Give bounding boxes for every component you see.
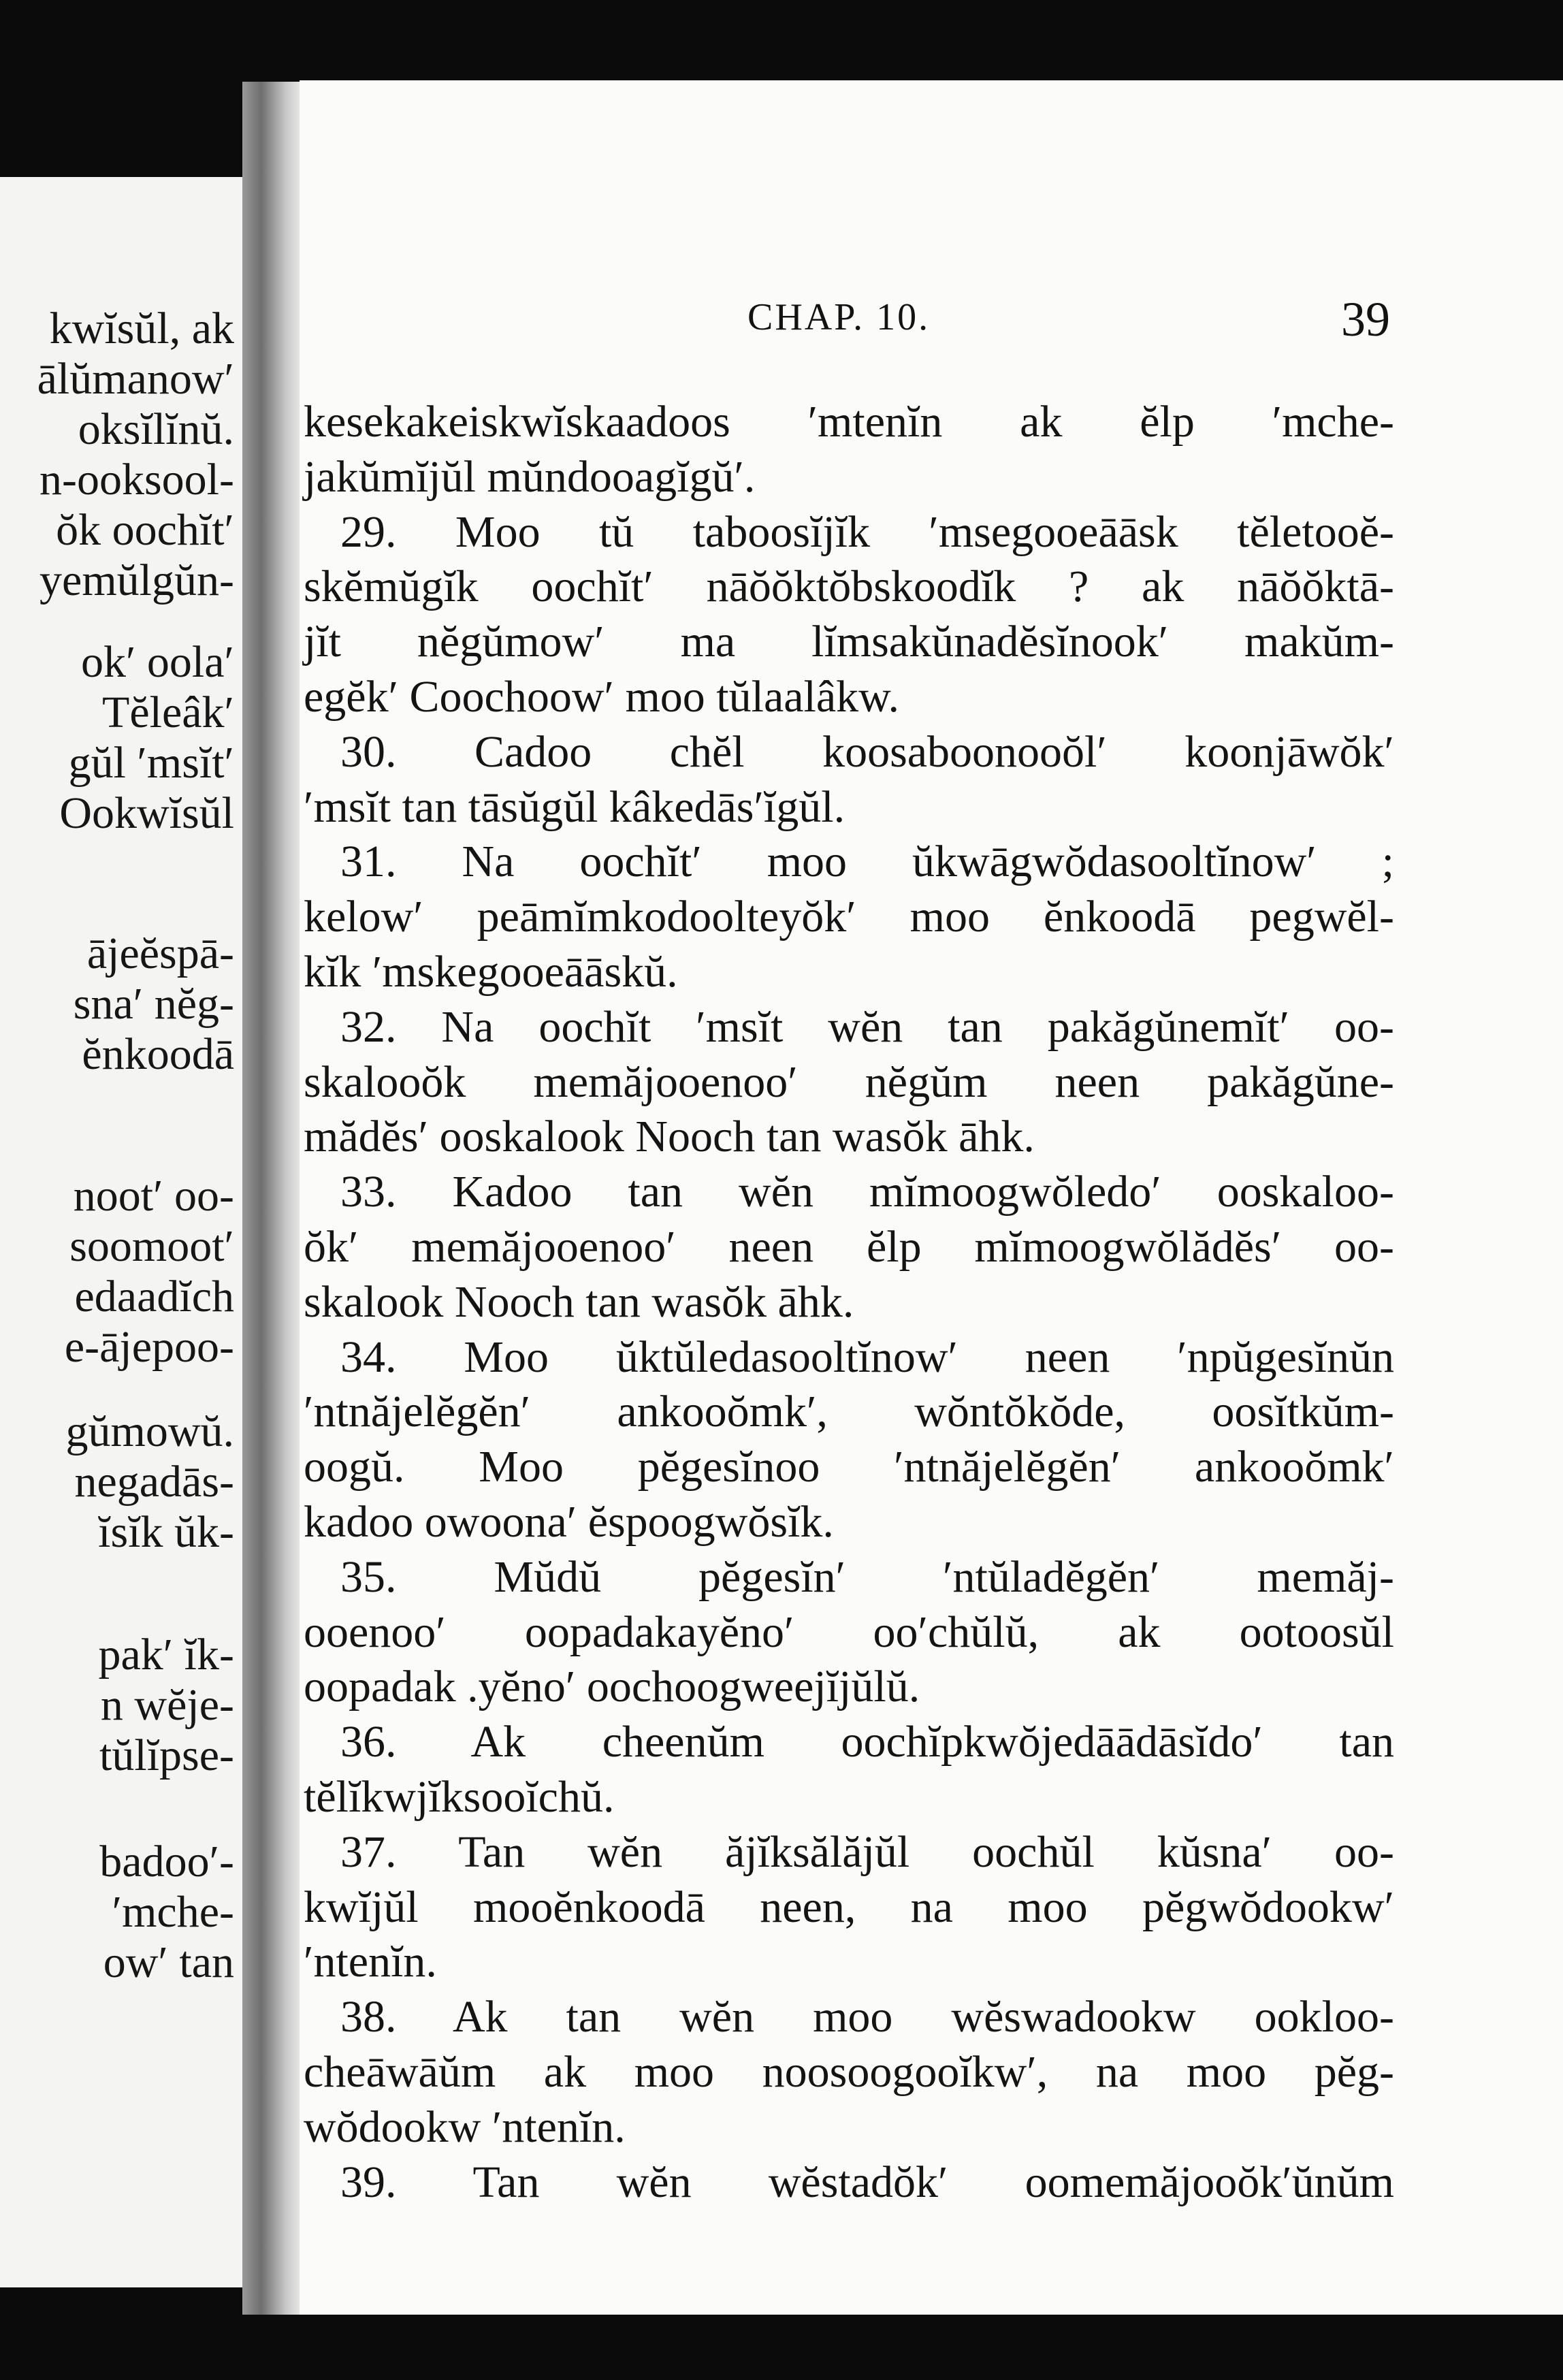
text-line: ′ntenĭn. [304,1937,437,1987]
left-page-line: ĭsĭk ŭk- [98,1507,234,1557]
text-line: cheāwāŭm ak moo noosoogooĭkw′, na moo pĕg- [304,2046,1394,2097]
left-page-line: badoo′- [99,1837,234,1886]
text-line: 32. Na oochĭt ′msĭt wĕn tan pakăgŭnemĭt′ oo- [340,1001,1394,1052]
text-line: jakŭmĭjŭl mŭndooagĭgŭ′. [304,451,756,502]
text-line: 38. Ak tan wĕn moo wĕswadookw ookloo- [340,1992,1394,2042]
left-page-line: ok′ oola′ [80,637,234,687]
left-page-line: gŭl ′msĭt′ [68,738,234,788]
text-line: egĕk′ Coochoow′ moo tŭlaalâkw. [304,671,900,722]
text-line: 30. Cadoo chĕl koosaboonooŏl′ koonjāwŏk′ [340,726,1394,777]
text-line: 36. Ak cheenŭm oochĭpkwŏjedāādāsĭdo′ tan [340,1717,1394,1767]
left-page-line: Ookwĭsŭl [59,788,234,838]
text-line: 33. Kadoo tan wĕn mĭmoogwŏledo′ ooskaloo- [340,1167,1394,1217]
left-page-line: ājeĕspā- [86,929,234,978]
text-line: jĭt nĕgŭmow′ ma lĭmsakŭnadĕsĭnook′ makŭm- [304,617,1394,667]
left-page-line: noot′ oo- [73,1171,234,1221]
left-page-line: ′mche- [112,1887,234,1937]
left-page-line: sna′ nĕg- [73,979,234,1029]
left-page-line: oksĭlĭnŭ. [78,404,234,454]
left-page-line: gŭmowŭ. [65,1406,234,1456]
page-gutter [242,82,305,2328]
text-line: kelow′ peāmĭmkodoolteyŏk′ moo ĕnkoodā pegwĕl- [304,892,1394,942]
text-line: 34. Moo ŭktŭledasooltĭnow′ neen ′npŭgesĭnŭn [340,1332,1394,1382]
text-line: kesekakeiskwĭskaadoos ′mtenĭn ak ĕlp ′mche- [304,397,1394,447]
left-page-line: edaadĭch [74,1272,234,1321]
left-page-line: soomoot′ [69,1221,234,1271]
text-line: 39. Tan wĕn wĕstadŏk′ oomemăjooŏk′ŭnŭm [340,2157,1394,2207]
scan-bottom-edge [0,2315,1563,2380]
text-line: ooenoo′ oopadakayĕno′ oo′chŭlŭ, ak ootoosŭl [304,1607,1394,1657]
text-line: 37. Tan wĕn ăjĭksălăjŭl oochŭl kŭsna′ oo- [340,1827,1394,1877]
running-head [300,292,1390,350]
left-page-line: yemŭlgŭn- [39,556,234,605]
text-line: wŏdookw ′ntenĭn. [304,2102,626,2152]
text-line: tĕlĭkwjĭksooĭchŭ. [304,1771,615,1822]
left-page-line: n wĕje- [100,1680,234,1730]
page-number: 39 [1341,292,1390,347]
text-line: kwĭjŭl mooĕnkoodā neen, na moo pĕgwŏdookw′ [304,1882,1394,1932]
body-text [304,395,1394,2210]
text-line: skĕmŭgĭk oochĭt′ nāŏŏktŏbskoodĭk ? ak nāŏŏktā- [304,562,1394,612]
text-line: skalook Nooch tan wasŏk āhk. [304,1276,854,1327]
text-line: ŏk′ memăjooenoo′ neen ĕlp mĭmoogwŏlădĕs′ oo- [304,1221,1394,1272]
left-page-line: negadās- [74,1457,234,1507]
text-line: oopadak .yĕno′ oochoogweejĭjŭlŭ. [304,1662,920,1712]
text-line: skalooŏk memăjooenoo′ nĕgŭm neen pakăgŭne- [304,1057,1394,1107]
text-line: kadoo owoona′ ĕspoogwŏsĭk. [304,1496,834,1547]
text-line: mădĕs′ ooskalook Nooch tan wasŏk āhk. [304,1112,1035,1162]
left-page-line: e-ājepoo- [64,1322,234,1372]
text-line: 35. Mŭdŭ pĕgesĭn′ ′ntŭladĕgĕn′ memăj- [340,1551,1394,1602]
left-page-line: ālŭmanow′ [37,354,234,404]
left-page-line: ow′ tan [103,1937,234,1987]
left-page-line: tŭlĭpse- [99,1731,234,1780]
left-page-fragment [0,177,245,2287]
left-page-line: pak′ ĭk- [98,1630,234,1679]
text-line: ′msĭt tan tāsŭgŭl kâkedās′ĭgŭl. [304,782,845,832]
left-page-line: n-ooksool- [39,455,234,504]
text-line: 31. Na oochĭt′ moo ŭkwāgwŏdasooltĭnow′ ; [340,837,1394,887]
text-line: 29. Moo tŭ taboosĭjĭk ′msegooeāāsk tĕletooĕ- [340,506,1394,557]
text-line: ′ntnăjelĕgĕn′ ankooŏmk′, wŏntŏkŏde, oosĭtkŭm- [304,1387,1394,1437]
chapter-heading: CHAP. 10. [747,296,931,338]
left-page-line: kwĭsŭl, ak [49,304,234,353]
text-line: kĭk ′mskegooeāāskŭ. [304,946,678,997]
left-page-line: Tĕleâk′ [102,688,234,737]
text-line: oogŭ. Moo pĕgesĭnoo ′ntnăjelĕgĕn′ ankooŏmk′ [304,1442,1394,1492]
left-page-line: ĕnkoodā [82,1029,234,1079]
right-page [300,80,1563,2380]
left-page-line: ŏk oochĭt′ [56,505,234,555]
